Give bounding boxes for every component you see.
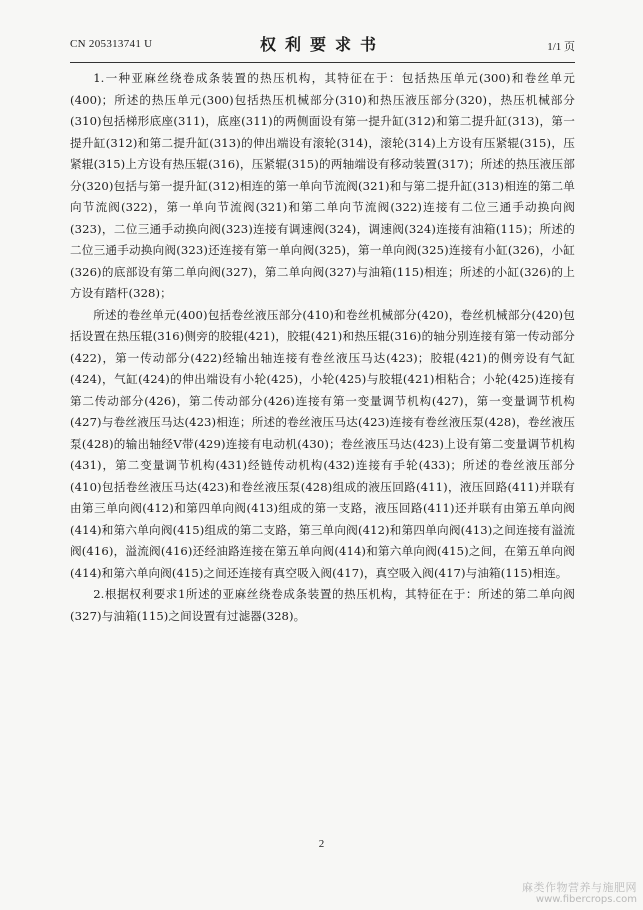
claims-body <box>70 68 575 627</box>
claim-1-paragraph: 1.一种亚麻丝绕卷成条装置的热压机构，其特征在于：包括热压单元(300)和卷丝单元(400)；所述的热压单元(300)包括热压机械部分(310)和热压液压部分(320)，热压机械部分(310)包括梯形底座(311)，底座(311)的两侧面设有第一提升缸(312)和第二提升缸(313)，第一提升缸(312)和第二提升缸(313)的伸出端设有滚轮(314)，滚轮(314)上方设有压紧辊(315)，压紧辊(315)上方设有热压辊(316)，压紧辊(315)的两轴端设有移动装置(317)；所述的热压液压部分(320)包括与第一提升缸(312)相连的第一单向节流阀(321)和与第二提升缸(313)相连的第二单向节流阀(322)，第一单向节流阀(321)和第二单向节流阀(322)连接有二位三通手动换向阀(323)，二位三通手动换向阀(323)连接有调速阀(324)，调速阀(324)连接有油箱(115)；所述的二位三通手动换向阀(323)还连接有第一单向阀(325)，第一单向阀(325)连接有小缸(326)，小缸(326)的底部设有第二单向阀(327)，第二单向阀(327)与油箱(115)相连；所述的小缸(326)的上方设有踏杆(328)； <box>70 71 575 300</box>
site-watermark <box>522 882 637 906</box>
watermark-site-name: 麻类作物营养与施肥网 <box>522 881 637 894</box>
page-title: 权利要求书 <box>259 35 385 54</box>
claim-2-paragraph: 2.根据权利要求1所述的亚麻丝绕卷成条装置的热压机构，其特征在于：所述的第二单向阀(327)与油箱(115)之间设置有过滤器(328)。 <box>70 587 575 623</box>
document-header <box>70 30 575 64</box>
page-count: 1/1 页 <box>547 41 575 53</box>
claim-1-continuation-paragraph: 所述的卷丝单元(400)包括卷丝液压部分(410)和卷丝机械部分(420)，卷丝机械部分(420)包括设置在热压辊(316)侧旁的胶辊(421)，胶辊(421)和热压辊(316)的轴分别连接有第一传动部分(422)，第一传动部分(422)经输出轴连接有卷丝液压马达(423)；胶辊(421)的侧旁设有气缸(424)，气缸(424)的伸出端设有小轮(425)，小轮(425)与胶辊(421)相粘合；小轮(425)连接有第二传动部分(426)，第二传动部分(426)连接有第一变量调节机构(427)，第一变量调节机构(427)与卷丝液压马达(423)相连；所述的卷丝液压马达(423)连接有卷丝液压泵(428)，卷丝液压泵(428)的输出轴经V带(429)连接有电动机(430)；卷丝液压马达(423)上设有第二变量调节机构(431)，第二变量调节机构(431)经链传动机构(432)连接有手轮(433)；所述的卷丝液压部分(410)包括卷丝液压马达(423)和卷丝液压泵(428)组成的液压回路(411)，液压回路(411)并联有由第三单向阀(412)和第四单向阀(413)组成的第一支路，液压回路(411)还并联有由第五单向阀(414)和第六单向阀(415)组成的第二支路，第三单向阀(412)和第四单向阀(413)之间连接有溢流阀(416)，溢流阀(416)还经油路连接在第五单向阀(414)和第六单向阀(415)之间，在第五单向阀(414)和第六单向阀(415)之间还连接有真空吸入阀(417)，真空吸入阀(417)与油箱(115)相连。 <box>70 307 575 580</box>
header-divider <box>70 62 575 63</box>
page-number: 2 <box>318 838 325 850</box>
patent-number: CN 205313741 U <box>70 38 153 50</box>
watermark-url: www.fibercrops.com <box>535 894 637 905</box>
